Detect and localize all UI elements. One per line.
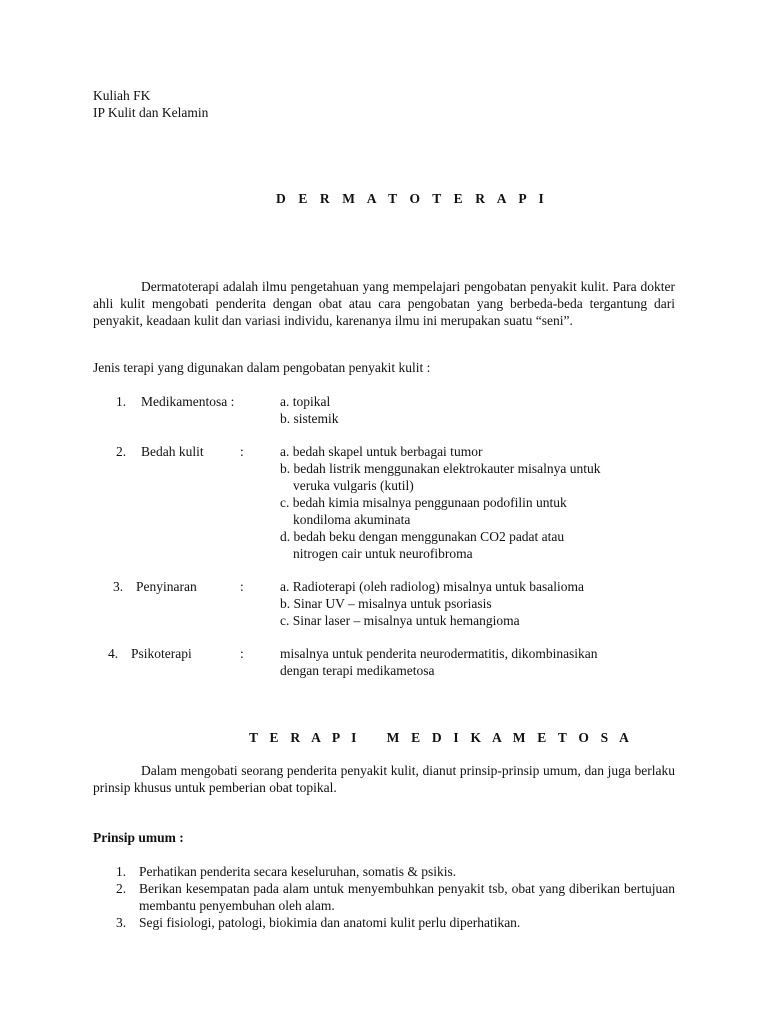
- therapy-name: Medikamentosa :: [141, 394, 235, 409]
- therapy-item-continuation: veruka vulgaris (kutil): [293, 478, 414, 493]
- section-title-word: M E D I K A M E T O S A: [386, 730, 634, 745]
- therapy-item: a. bedah skapel untuk berbagai tumor: [280, 444, 483, 459]
- therapy-item: dengan terapi medikametosa: [280, 663, 435, 678]
- therapy-item-continuation: nitrogen cair untuk neurofibroma: [293, 546, 473, 561]
- intro-paragraph: [93, 278, 675, 329]
- therapy-colon: :: [240, 646, 244, 661]
- page-title: D E R M A T O T E R A P I: [276, 191, 549, 206]
- therapy-item: c. Sinar laser – misalnya untuk hemangioma: [280, 613, 520, 628]
- therapy-item: d. bedah beku dengan menggunakan CO2 padat atau: [280, 529, 565, 544]
- therapy-item: c. bedah kimia misalnya penggunaan podofilin untuk: [280, 495, 567, 510]
- therapy-types-intro: Jenis terapi yang digunakan dalam pengobatan penyakit kulit :: [93, 360, 431, 375]
- therapy-number: 2.: [116, 444, 127, 459]
- principle-number: 1.: [116, 864, 127, 879]
- department-label: IP Kulit dan Kelamin: [93, 105, 209, 120]
- therapy-colon: :: [240, 579, 244, 594]
- course-label: Kuliah FK: [93, 88, 151, 103]
- medikametosa-paragraph-text: Dalam mengobati seorang penderita penyakit kulit, dianut prinsip-prinsip umum, dan juga berlaku prinsip khusus untuk pemberian obat topikal.: [93, 763, 675, 795]
- therapy-item: b. bedah listrik menggunakan elektrokauter misalnya untuk: [280, 461, 601, 476]
- therapy-number: 1.: [116, 394, 127, 409]
- therapy-number: 3.: [113, 579, 124, 594]
- therapy-name: Psikoterapi: [131, 646, 192, 661]
- principles-heading: Prinsip umum :: [93, 830, 184, 845]
- therapy-item: b. Sinar UV – misalnya untuk psoriasis: [280, 596, 492, 611]
- principle-text: Perhatikan penderita secara keseluruhan, somatis & psikis.: [139, 864, 457, 879]
- principle-text: Berikan kesempatan pada alam untuk menyembuhkan penyakit tsb, obat yang diberikan bertujuan membantu penyembuhan oleh alam.: [139, 881, 675, 913]
- therapy-name: Bedah kulit: [141, 444, 204, 459]
- therapy-name: Penyinaran: [136, 579, 197, 594]
- therapy-number: 4.: [108, 646, 119, 661]
- therapy-colon: :: [240, 444, 244, 459]
- principle-number: 2.: [116, 881, 127, 896]
- principle-number: 3.: [116, 915, 127, 930]
- therapy-item: misalnya untuk penderita neurodermatitis, dikombinasikan: [280, 646, 598, 661]
- therapy-item: a. topikal: [280, 394, 331, 409]
- section-title-word: T E R A P I: [249, 730, 361, 745]
- therapy-item: a. Radioterapi (oleh radiolog) misalnya untuk basalioma: [280, 579, 585, 594]
- intro-paragraph-text: Dermatoterapi adalah ilmu pengetahuan yang mempelajari pengobatan penyakit kulit. Para dokter ahli kulit mengobati penderita dengan obat atau cara pengobatan yang berbeda-beda tergantung dari penyakit, keadaan kulit dan variasi individu, karenanya ilmu ini merupakan suatu “seni”.: [93, 279, 675, 328]
- principle-text: Segi fisiologi, patologi, biokimia dan anatomi kulit perlu diperhatikan.: [139, 915, 521, 930]
- medikametosa-paragraph: [93, 762, 675, 796]
- therapy-item: b. sistemik: [280, 411, 339, 426]
- section-title: [249, 729, 633, 746]
- therapy-item-continuation: kondiloma akuminata: [293, 512, 411, 527]
